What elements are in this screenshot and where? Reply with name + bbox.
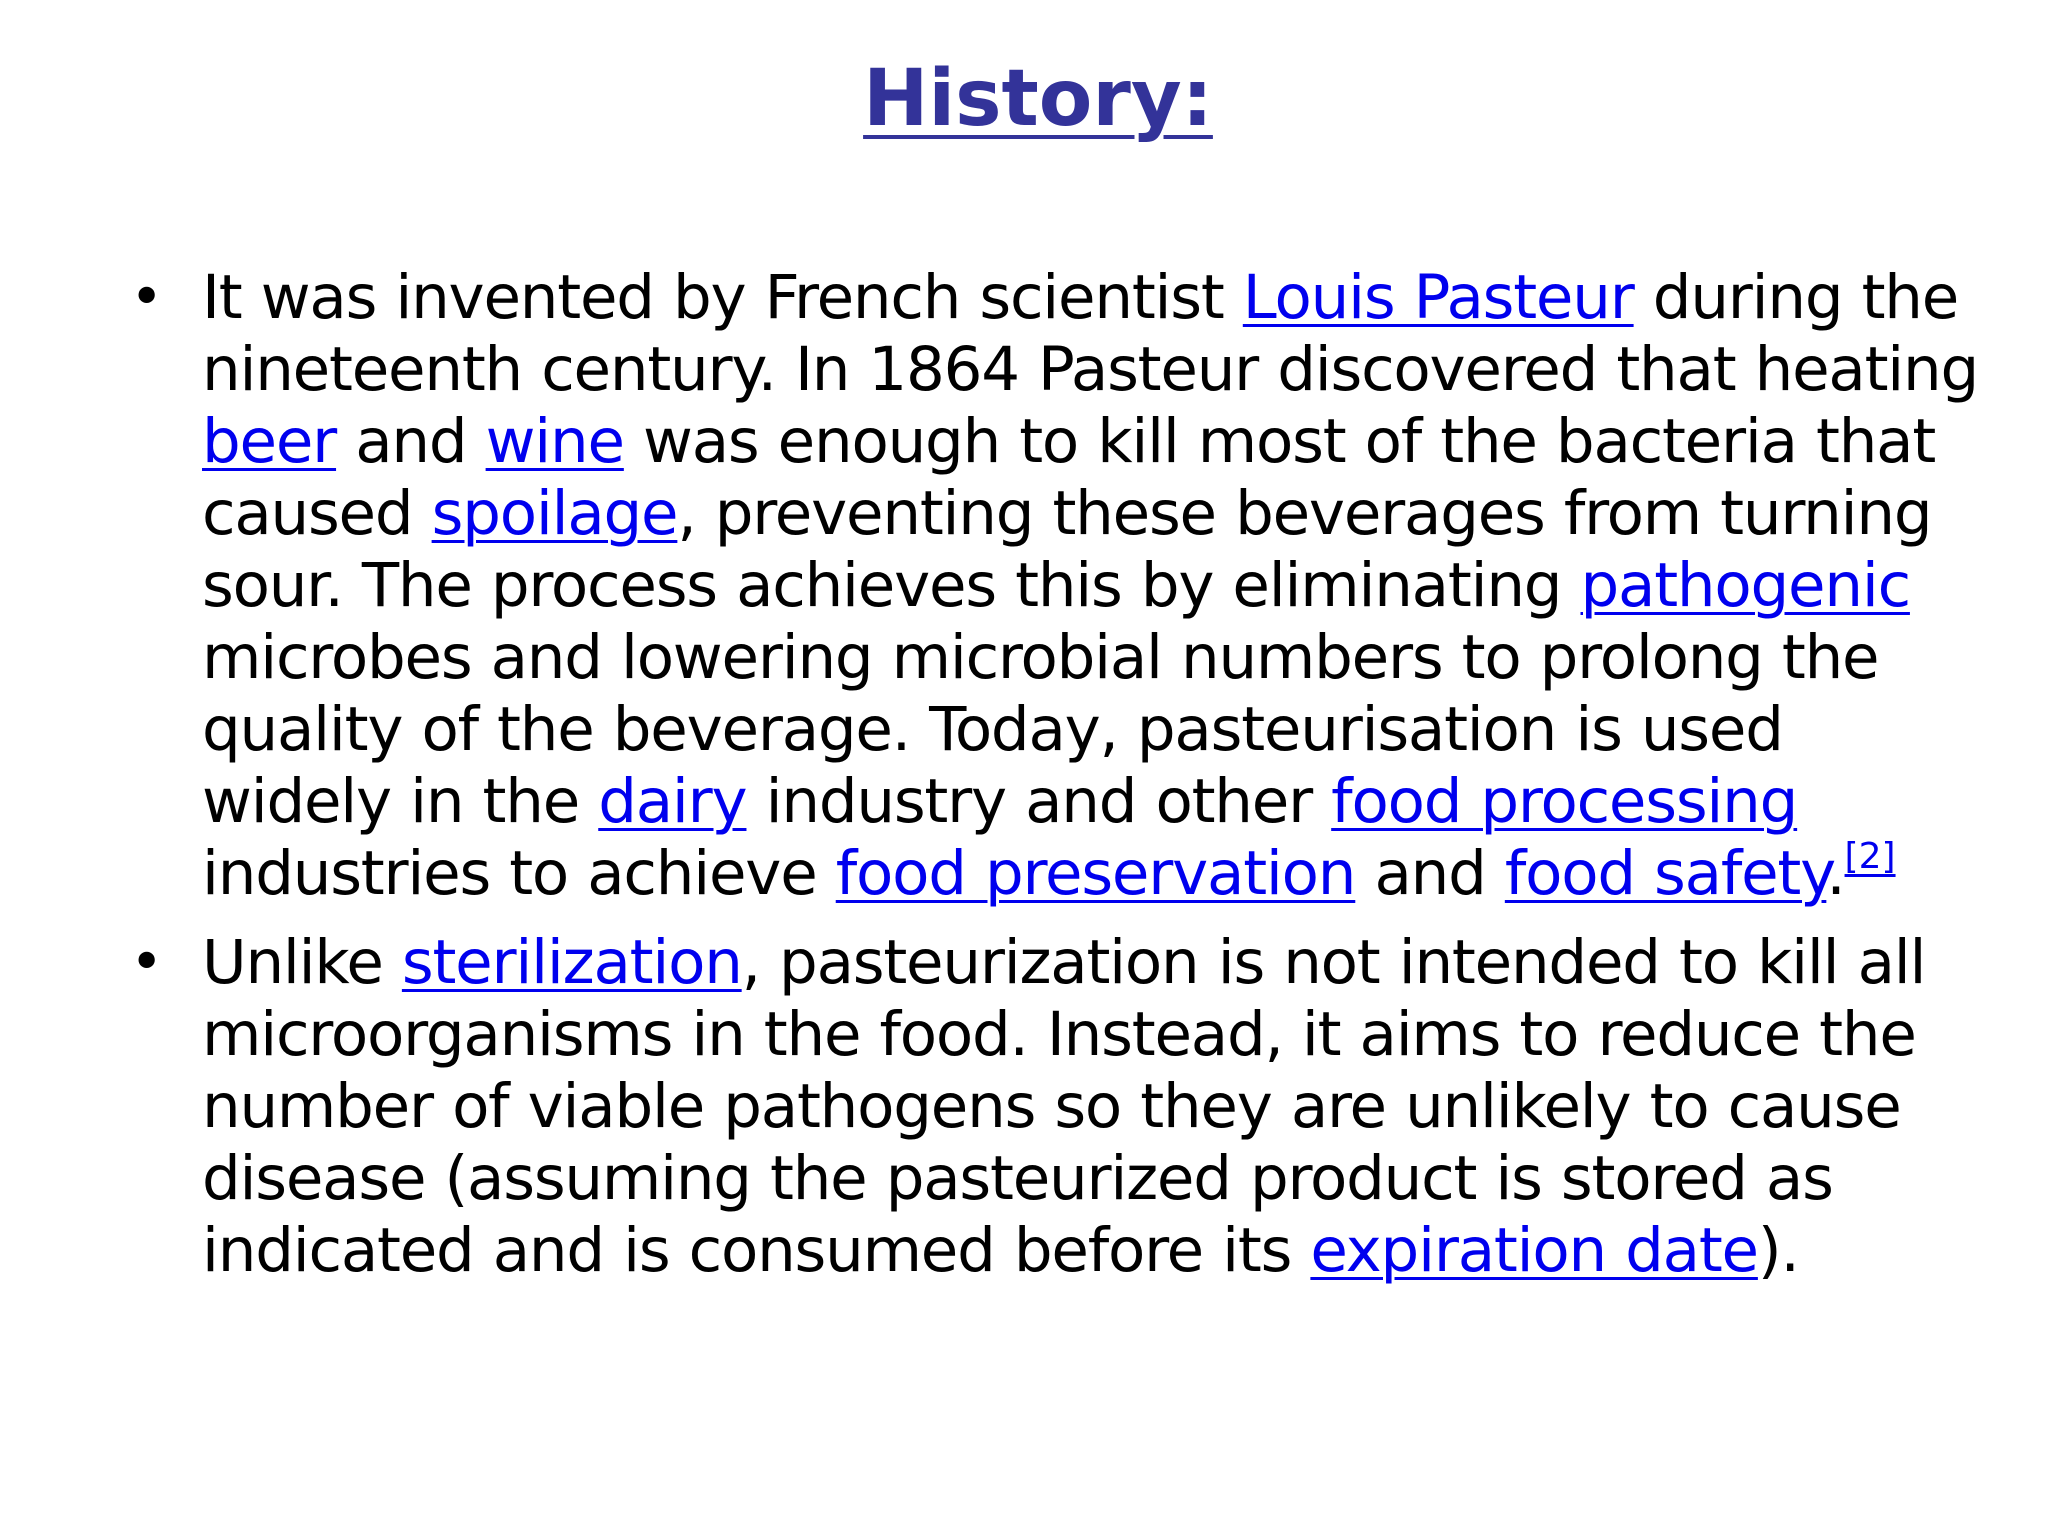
link-beer[interactable]: beer <box>202 406 337 477</box>
bullet-item <box>130 262 1982 910</box>
link-louis-pasteur[interactable]: Louis Pasteur <box>1242 262 1634 333</box>
reference-link[interactable]: [2] <box>1844 836 1896 877</box>
link-food-preservation[interactable]: food preservation <box>835 838 1356 909</box>
text-segment: , pasteurization is not intended to kill all microorganisms in the food. Instead, it aims to reduce the number of viable pathogens so they are unlikely to cause disease (assuming the pasteurized product is stored as indicated and is consumed before its <box>202 927 1926 1286</box>
bullet-list <box>130 262 1982 1304</box>
text-segment: It was invented by French scientist <box>202 262 1243 333</box>
text-segment: microbes and lowering microbial numbers to prolong the quality of the beverage. Today, pasteurisation is used widely in the <box>202 622 1879 837</box>
text-segment: . <box>1826 838 1845 909</box>
link-food-processing[interactable]: food processing <box>1331 766 1798 837</box>
text-segment: and <box>1355 838 1505 909</box>
bullet-item <box>130 927 1982 1287</box>
link-spoilage[interactable]: spoilage <box>431 478 678 549</box>
text-segment: during the nineteenth century. In 1864 Pasteur discovered that heating <box>202 262 1979 405</box>
slide-title: History: <box>863 54 1213 144</box>
text-segment: industry and other <box>746 766 1332 837</box>
text-segment: was enough to kill most of the bacteria that caused <box>202 406 1936 549</box>
link-pathogenic[interactable]: pathogenic <box>1580 550 1910 621</box>
text-segment: Unlike <box>202 927 402 998</box>
bullet-text <box>202 927 1982 1287</box>
link-wine[interactable]: wine <box>485 406 624 477</box>
text-segment: ). <box>1757 1215 1799 1286</box>
bullet-text <box>202 262 1982 910</box>
link-food-safety[interactable]: food safety <box>1504 838 1827 909</box>
text-segment: , preventing these beverages from turning sour. The process achieves this by eliminating <box>202 478 1932 621</box>
link-dairy[interactable]: dairy <box>598 766 747 837</box>
text-segment: and <box>336 406 486 477</box>
link-expiration-date[interactable]: expiration date <box>1310 1215 1758 1286</box>
text-segment: industries to achieve <box>202 838 836 909</box>
bullet-marker: • <box>130 930 162 995</box>
link-sterilization[interactable]: sterilization <box>401 927 742 998</box>
bullet-marker: • <box>130 265 162 330</box>
